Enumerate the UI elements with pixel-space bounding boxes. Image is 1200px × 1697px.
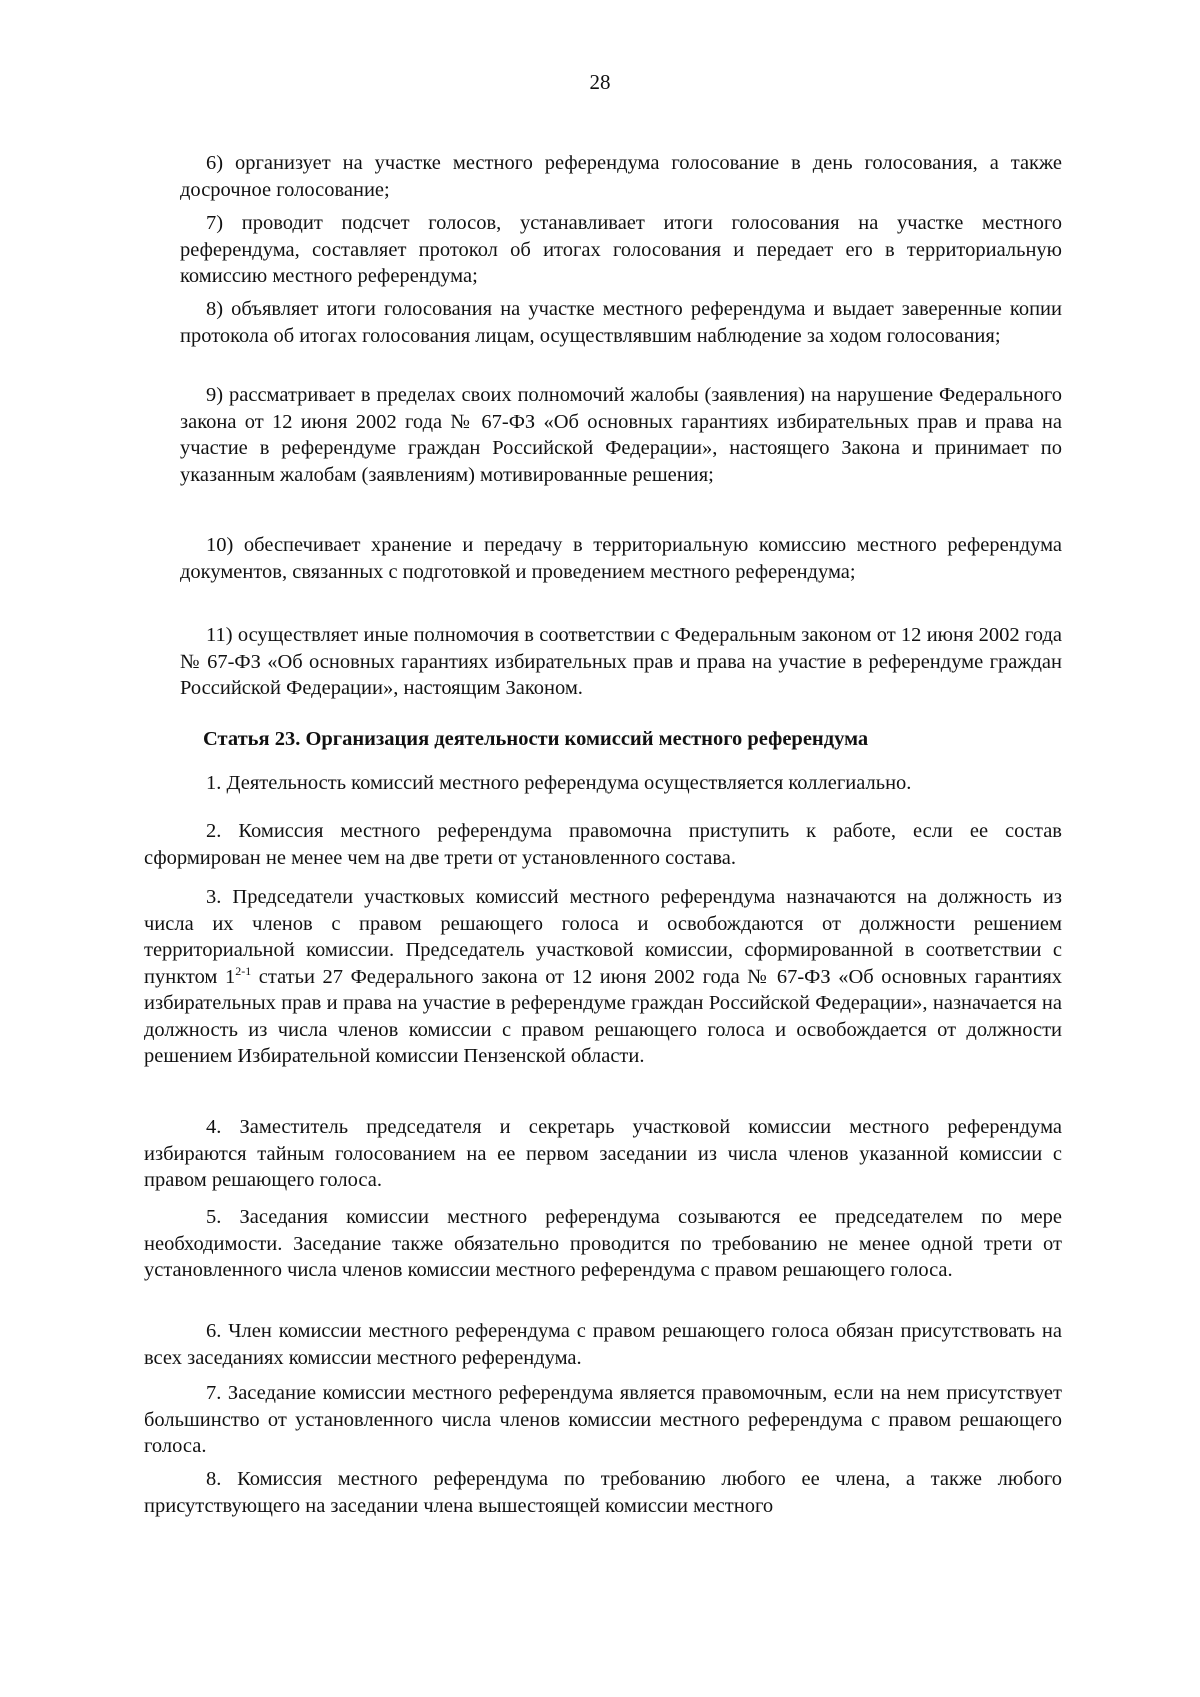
article-paragraph-4: [144, 1114, 1062, 1194]
article-paragraph-3: [144, 884, 1062, 1070]
list-item-text: 10) обеспечивает хранение и передачу в территориальную комиссию местного референдума документов, связанных с подготовкой и проведением местного референдума;: [180, 534, 1062, 583]
paragraph-text: 7. Заседание комиссии местного референдума является правомочным, если на нем присутствует большинство от установленного числа членов комиссии местного референдума с правом решающего голоса.: [144, 1382, 1062, 1457]
list-item-6: [180, 150, 1062, 203]
paragraph-text: 5. Заседания комиссии местного референдума созываются ее председателем по мере необходимости. Заседание также обязательно проводится по требованию не менее одной трети от установленного числа членов комиссии местного референдума с правом решающего голоса.: [144, 1206, 1062, 1281]
list-item-text: 11) осуществляет иные полномочия в соответствии с Федеральным законом от 12 июня 2002 года № 67-ФЗ «Об основных гарантиях избирательных прав и права на участие в референдуме граждан Российской Федерации», настоящим Законом.: [180, 624, 1062, 699]
list-item-text: 8) объявляет итоги голосования на участке местного референдума и выдает заверенные копии протокола об итогах голосования лицам, осуществлявшим наблюдение за ходом голосования;: [180, 298, 1062, 347]
list-item-text: 6) организует на участке местного референдума голосование в день голосования, а также досрочное голосование;: [180, 152, 1062, 201]
page-number: 28: [589, 70, 611, 94]
list-item-10: [180, 532, 1062, 585]
paragraph-text: [144, 884, 1062, 1070]
paragraph-text: 8. Комиссия местного референдума по требованию любого ее члена, а также любого присутствующего на заседании члена вышестоящей комиссии местного: [144, 1468, 1062, 1517]
paragraph-text-part: статьи 27 Федерального закона от 12 июня 2002 года № 67-ФЗ «Об основных гарантиях избирательных прав и права на участие в референдуме граждан Российской Федерации», назначается на должность из числа членов комиссии с правом решающего голоса и освобождается от должности решением Избирательной комиссии Пензенской области.: [144, 965, 1063, 1067]
article-paragraph-7: [144, 1380, 1062, 1460]
paragraph-text: 2. Комиссия местного референдума правомочна приступить к работе, если ее состав сформирован не менее чем на две трети от установленного состава.: [144, 820, 1062, 869]
article-paragraph-1: [144, 770, 1062, 797]
article-heading: Статья 23. Организация деятельности комиссий местного референдума: [203, 728, 869, 750]
list-item-text: 7) проводит подсчет голосов, устанавливает итоги голосования на участке местного референдума, составляет протокол об итогах голосования и передает его в территориальную комиссию местного референдума;: [180, 212, 1062, 287]
article-paragraph-6: [144, 1318, 1062, 1371]
list-item-9: [180, 382, 1062, 488]
list-item-11: [180, 622, 1062, 702]
paragraph-text: 6. Член комиссии местного референдума с правом решающего голоса обязан присутствовать на всех заседаниях комиссии местного референдума.: [144, 1320, 1062, 1369]
list-item-text: 9) рассматривает в пределах своих полномочий жалобы (заявления) на нарушение Федерального закона от 12 июня 2002 года № 67-ФЗ «Об основных гарантиях избирательных прав и права на участие в референдуме граждан Российской Федерации», настоящего Закона и принимает по указанным жалобам (заявлениям) мотивированные решения;: [180, 384, 1062, 486]
paragraph-text: 4. Заместитель председателя и секретарь участковой комиссии местного референдума избираются тайным голосованием на ее первом заседании из числа членов указанной комиссии с правом решающего голоса.: [144, 1116, 1062, 1191]
paragraph-text-part: 3. Председатели участковых комиссий местного референдума назначаются на должность из числа их членов с правом решающего голоса и освобождаются от должности решением территориальной комиссии. Председатель участковой комиссии, сформированной в соответствии с пунктом 1: [144, 886, 1062, 988]
superscript: 2-1: [235, 963, 252, 978]
article-paragraph-8: [144, 1466, 1062, 1519]
paragraph-text: 1. Деятельность комиссий местного референдума осуществляется коллегиально.: [206, 772, 912, 794]
list-item-8: [180, 296, 1062, 349]
article-paragraph-2: [144, 818, 1062, 871]
list-item-7: [180, 210, 1062, 290]
article-paragraph-5: [144, 1204, 1062, 1284]
